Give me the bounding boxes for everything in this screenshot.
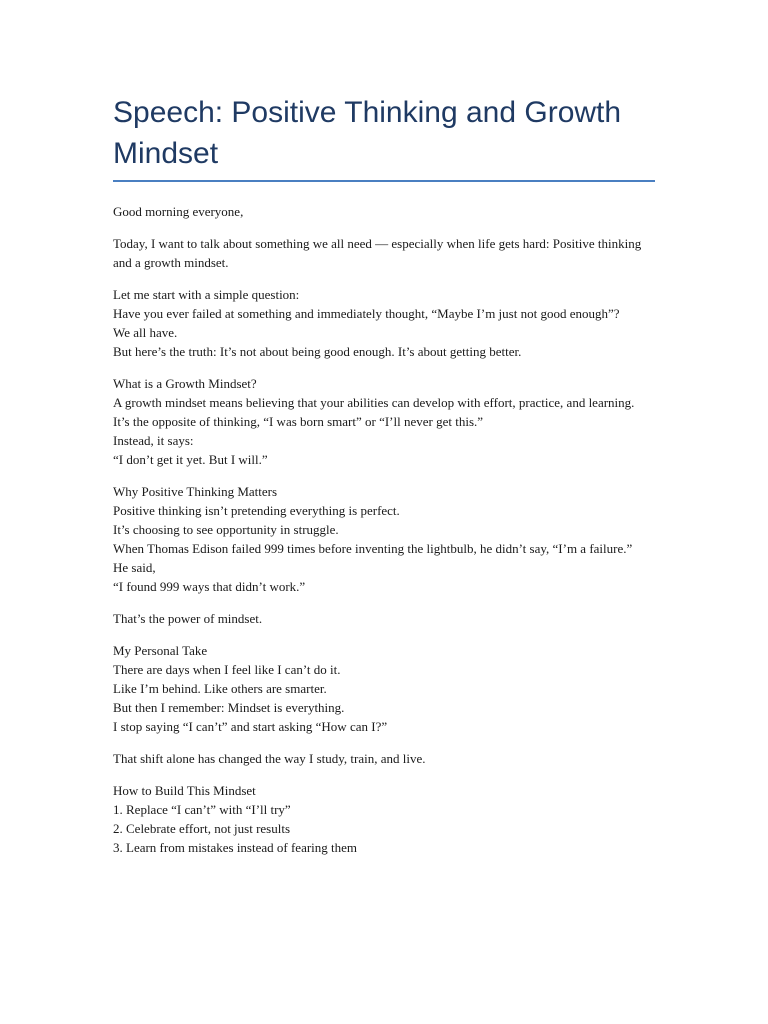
text-line: Positive thinking isn’t pretending everything is perfect. [113,503,400,518]
section-heading: How to Build This Mindset [113,783,256,798]
text-line: Like I’m behind. Like others are smarter. [113,681,327,696]
paragraph-greeting [113,202,655,221]
text-line: Today, I want to talk about something we all need — especially when life gets hard: Positive thinking and a growth mindset. [113,236,642,270]
text-line: Have you ever failed at something and immediately thought, “Maybe I’m just not good enough”? [113,306,620,321]
text-line: That shift alone has changed the way I study, train, and live. [113,751,426,766]
text-line: That’s the power of mindset. [113,611,263,626]
section-heading: Why Positive Thinking Matters [113,484,278,499]
paragraph-intro [113,234,655,272]
paragraph-personal-take [113,641,655,736]
title-underline [113,180,655,182]
text-line: When Thomas Edison failed 999 times before inventing the lightbulb, he didn’t say, “I’m a failure.” [113,541,633,556]
document-page [113,92,655,870]
section-heading: My Personal Take [113,643,208,658]
text-line: Instead, it says: [113,433,194,448]
text-line: But here’s the truth: It’s not about being good enough. It’s about getting better. [113,344,522,359]
paragraph-growth-mindset [113,374,655,469]
text-line: Good morning everyone, [113,204,244,219]
text-line: But then I remember: Mindset is everything. [113,700,345,715]
text-line: He said, [113,560,156,575]
paragraph-build-mindset [113,781,655,857]
paragraph-positive-thinking [113,482,655,596]
text-line: Let me start with a simple question: [113,287,300,302]
list-item: 3. Learn from mistakes instead of fearing them [113,840,358,855]
text-line: We all have. [113,325,178,340]
text-line: It’s the opposite of thinking, “I was born smart” or “I’ll never get this.” [113,414,484,429]
text-line: A growth mindset means believing that your abilities can develop with effort, practice, and learning. [113,395,635,410]
list-item: 1. Replace “I can’t” with “I’ll try” [113,802,291,817]
paragraph-question [113,285,655,361]
text-line: I stop saying “I can’t” and start asking “How can I?” [113,719,388,734]
text-line: “I don’t get it yet. But I will.” [113,452,268,467]
document-title: Speech: Positive Thinking and Growth Mindset [113,96,622,170]
text-line: It’s choosing to see opportunity in struggle. [113,522,339,537]
list-item: 2. Celebrate effort, not just results [113,821,291,836]
paragraph-shift [113,749,655,768]
paragraph-power [113,609,655,628]
text-line: There are days when I feel like I can’t do it. [113,662,341,677]
section-heading: What is a Growth Mindset? [113,376,257,391]
text-line: “I found 999 ways that didn’t work.” [113,579,306,594]
